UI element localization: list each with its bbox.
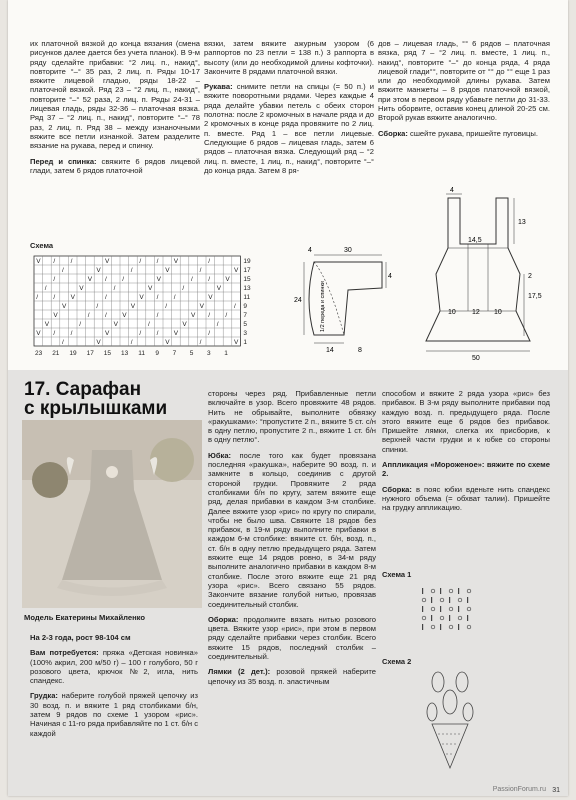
schema1-label: Схема 1 (382, 570, 412, 579)
assembly-heading-top: Сборка: (378, 128, 408, 138)
schema1-stitch (467, 589, 471, 593)
skirt-text: после того как будет провязана последняя «ракушка», наберите 90 возд. п. и замкните в кольцо, соединив с другой стороной грудки. Провяжите 2 ряда столбиками б/н по кругу, затем вяжите еще ряд, делая прибавки в каждом 3-м столбике. Далее вяжите узор «рис» по кругу по спирали, чтобы не было шва. Свяжите 18 рядов без прибавок, в 19-м ряду выполните прибавки в каждом 6-м столбике: вяжите ст. б/н, возд. п., ст. б/н в одну петлю предыдущего ряда. Затем вяжите еще 14 рядов ровно, в 34-м ряду выполните аналогично прибавки в каждом 8-м столбике. После этого вяжите еще 21 ряд узора «рис». Всего связано 55 рядов. Закончите вязание голубой нитью, провязав соединительный столбик. (208, 450, 376, 609)
magazine-page (8, 0, 568, 796)
front-back-text: свяжите 6 рядов лицевой глади, затем 6 рядов платочной (30, 156, 200, 175)
chart-row-number: 11 (243, 294, 251, 301)
chart-row-number: 17 (243, 267, 251, 274)
chart-stitch-symbol: V (36, 330, 41, 337)
dress-label-50: 50 (472, 355, 480, 362)
sleeve-label-30: 30 (344, 247, 352, 254)
chart-stitch-symbol: V (234, 267, 239, 274)
chart-stitch-symbol: / (53, 294, 56, 301)
chart-row-number: 13 (243, 285, 251, 292)
chart-stitch-symbol: / (148, 321, 150, 328)
size-line: На 2-3 года, рост 98-104 см (30, 633, 131, 642)
sleeve-label-half: 1/2 переда и спинки (320, 281, 326, 332)
dress-schematic (406, 186, 556, 366)
chart-stitch-symbol: / (130, 339, 133, 346)
schema1-stitch (467, 597, 468, 603)
chart-stitch-symbol: / (62, 339, 64, 346)
chart-stitch-symbol: / (208, 330, 211, 337)
chart-stitch-symbol: V (156, 276, 161, 283)
schema1-stitch (467, 625, 471, 629)
chart-row-number: 15 (243, 276, 251, 283)
chart-stitch-symbol: / (208, 276, 211, 283)
schema1-stitch (449, 597, 450, 603)
chart-stitch-symbol: V (62, 303, 67, 310)
schema1-stitch (449, 589, 453, 593)
chart-column-number: 9 (155, 350, 160, 357)
schema1-stitch (458, 606, 459, 612)
chart-stitch-symbol: V (225, 276, 230, 283)
sleeves-text: снимите петли на спицы (= 50 п.) и вяжите поворотными рядами. Через каждые 4 ряда делайте убавки петель с обеих сторон полотна: после 2 кромочных в начале ряда и до 2 кромочных в конце ряда провяжите по 2 лиц. п. вместе. Ряд 1 – все петли лицевые. Следующие 6 рядов – лицевая гладь, затем 6 рядов – платочная вязка. Следующий ряд – °2 лиц. п. вместе, 1 лиц. п., накид°, повторите °–° до конца ряда. Затем 8 ря- (204, 82, 375, 175)
chart-stitch-symbol: / (165, 303, 168, 310)
chart-stitch-symbol: / (122, 276, 125, 283)
schema1-stitch (422, 624, 423, 630)
schema1-stitch (422, 616, 426, 620)
schema1-stitch (440, 624, 441, 630)
schema2-label: Схема 2 (382, 657, 412, 666)
dress-label-4: 4 (450, 187, 454, 194)
page-number: 31 (552, 787, 560, 794)
chart-stitch-symbol: V (216, 285, 222, 292)
schema1-stitch (449, 607, 453, 611)
schema1-stitch (431, 625, 435, 629)
chart-stitch-symbol: / (208, 312, 211, 319)
materials-text: пряжа «Детская новинка» (100% акрил, 200 м/50 г) – 100 г голубого, 50 г розового цвета, крючок №2, игла, нить спандекс. (30, 648, 198, 686)
knitting-chart (30, 252, 270, 362)
chart-stitch-symbol: / (173, 294, 176, 301)
chart-stitch-symbol: / (139, 258, 142, 265)
chart-stitch-symbol: / (53, 276, 56, 283)
chart-stitch-symbol: V (36, 258, 41, 265)
top-column-2 (204, 39, 374, 175)
assembly-heading-bottom: Сборка: (382, 484, 412, 494)
chart-stitch-symbol: / (139, 330, 142, 337)
chart-stitch-symbol: / (130, 267, 133, 274)
chart-stitch-symbol: / (199, 339, 202, 346)
chart-stitch-symbol: / (53, 258, 56, 265)
straps-heading: Лямки (2 дет.): (208, 667, 271, 677)
schema1-stitch (431, 589, 435, 593)
schema1-stitch (449, 625, 453, 629)
schema1-stitch (440, 616, 444, 620)
chart-stitch-symbol: / (70, 258, 73, 265)
chart-stitch-symbol: V (44, 321, 50, 328)
applique-heading: Аппликация «Мороженое»: (382, 460, 485, 470)
chart-column-number: 21 (52, 350, 60, 357)
chart-stitch-symbol: / (225, 312, 228, 319)
assembly-text-bottom: в пояс юбки вденьте нить спандекс нужного объема (= обхват талии). Пришейте на грудку аппликацию. (382, 484, 550, 513)
dress-label-2: 2 (528, 273, 532, 280)
front-back-heading: Перед и спинка: (30, 156, 97, 166)
chart-column-number: 1 (224, 350, 228, 357)
chart-column-number: 17 (86, 350, 94, 357)
chart-stitch-symbol: / (87, 312, 90, 319)
model-credit: Модель Екатерины Михайленко (24, 613, 146, 622)
chart-column-number: 13 (121, 350, 129, 357)
schema1-stitch (449, 615, 450, 621)
top-column-3 (378, 39, 550, 138)
dress-photo-illustration (22, 420, 202, 608)
chart-stitch-symbol: / (36, 294, 39, 301)
chart-column-number: 23 (35, 350, 43, 357)
chart-stitch-symbol: V (182, 321, 187, 328)
chart-column-number: 7 (172, 350, 177, 357)
chart-stitch-symbol: V (87, 276, 93, 283)
yoke-text: наберите голубой пряжей цепочку из 30 возд. п. и вяжите 1 ряд столбиками б/н, затем 9 рядов по схеме 1 узором «рис». Начиная с 11-го ряда прибавляйте по 1 ст. б/н с каждой (30, 691, 198, 738)
top-col1-text: их платочной вязкой до конца вязания (смена рисунков далее дается без учета планок). В 9-м ряду сделайте прибавки: °2 лиц. п., накид°, повторите °–° 35 раз, 2 лиц. п. Ряды 10-17 вяжите лицевой гладью, ряды 18-22 – платочной вязкой. Ряд 23 – °2 лиц. п., накид°, повторите °–° 52 раза, 2 лиц. п. Ряды 24-31 – лицевая гладь, ряды 32-36 – платочная вязка. Ряд 37 – °2 лиц. п., накид°, повторите °–° 78 раз, 2 лиц. п. Ряд 38 – между изнаночными вяжите все петли изнанкой. Затем разделите вязание на рукава, перед и спинку. (30, 39, 200, 151)
chart-stitch-symbol: V (113, 321, 118, 328)
chart-stitch-symbol: / (156, 294, 159, 301)
dress-label-14-5: 14,5 (468, 237, 482, 244)
schema-label: Схема (30, 241, 54, 250)
bottom-column-2 (208, 389, 376, 686)
chart-row-number: 5 (243, 321, 248, 328)
chart-stitch-symbol: / (79, 321, 82, 328)
schema1-stitch (467, 615, 468, 621)
top-col3-text: дов – лицевая гладь, °° 6 рядов – платочная вязка, ряд 7 – °2 лиц. п. вместе, 1 лиц. п., накид°, повторите °–° до конца ряда, 4 ряда лицевой глади°°, повторите от °° до °° еще 1 раз или до необходимой длины рукава. Затем вяжите манжеты – 8 рядов платочной вязкой, при этом в первом ряду убавьте петли до 31-33. Нить оборвите, оставив конец длиной 20-25 см. Второй рукав вяжите аналогично. (378, 39, 550, 123)
sleeve-label-top-4: 4 (308, 247, 312, 254)
schema2-diagram (420, 668, 480, 780)
chart-stitch-symbol: / (199, 267, 202, 274)
chart-stitch-symbol: / (208, 258, 211, 265)
chart-column-number: 5 (189, 350, 194, 357)
chart-row-number: 3 (243, 330, 248, 337)
schema1-stitch (422, 606, 423, 612)
chart-stitch-symbol: V (79, 285, 84, 292)
chart-stitch-symbol: V (199, 303, 204, 310)
project-title-line2: с крылышками (24, 398, 168, 419)
chart-stitch-symbol: V (139, 294, 144, 301)
schema1-stitch (458, 598, 462, 602)
chart-row-number: 7 (243, 312, 248, 319)
chart-stitch-symbol: V (53, 312, 58, 319)
chart-stitch-symbol: V (70, 294, 75, 301)
chart-stitch-symbol: / (53, 330, 56, 337)
chart-stitch-symbol: V (165, 267, 170, 274)
schema1-stitch (422, 598, 426, 602)
chart-stitch-symbol: / (182, 285, 185, 292)
chart-stitch-symbol: / (44, 285, 47, 292)
chart-stitch-symbol: / (105, 276, 107, 283)
schema1-stitch (458, 624, 459, 630)
chart-stitch-symbol: V (173, 258, 179, 265)
chart-stitch-symbol: V (191, 312, 196, 319)
chart-stitch-symbol: V (148, 285, 153, 292)
schema1-stitch (458, 588, 459, 594)
chart-stitch-symbol: / (96, 303, 99, 310)
chart-stitch-symbol: / (156, 258, 159, 265)
chart-stitch-symbol: / (216, 321, 219, 328)
schema1-stitch (431, 607, 435, 611)
bottom-col3-text: способом и вяжите 2 ряда узора «рис» без прибавок. В 3-м ряду выполните прибавки под каждую возд. п. предыдущего ряда. После этого вяжите еще 6 рядов без прибавок. Пришейте лямки, слегка их присборив, к верхней части грудки и к юбке со стороны спинки. (382, 389, 550, 454)
chart-stitch-symbol: / (156, 312, 159, 319)
chart-stitch-symbol: V (105, 258, 110, 265)
schema1-stitch (440, 598, 444, 602)
chart-column-number: 15 (103, 350, 112, 357)
dress-label-17-5: 17,5 (528, 293, 542, 300)
chart-stitch-symbol: V (122, 312, 127, 319)
chart-stitch-symbol: / (62, 267, 64, 274)
chart-column-number: 3 (207, 350, 211, 357)
chart-column-number: 19 (69, 350, 77, 357)
yoke-heading: Грудка: (30, 691, 58, 701)
chart-stitch-symbol: V (130, 303, 136, 310)
bottom-column-3 (382, 389, 550, 513)
dress-label-13: 13 (518, 219, 526, 226)
applique-text: вяжите по схеме 2. (382, 460, 551, 479)
assembly-text-top: сшейте рукава, пришейте пуговицы. (407, 128, 538, 138)
schema1-diagram (418, 585, 478, 635)
schema1-stitch (467, 607, 471, 611)
skirt-heading: Юбка: (208, 450, 232, 460)
sleeve-schematic (274, 240, 392, 365)
dress-label-12: 12 (472, 309, 480, 316)
chart-row-number: 1 (243, 339, 248, 346)
chart-stitch-symbol: V (96, 339, 101, 346)
chart-stitch-symbol: / (234, 303, 236, 310)
schema1-stitch (431, 597, 432, 603)
edging-heading: Оборка: (208, 614, 239, 624)
sleeve-label-side-4: 4 (388, 273, 392, 280)
chart-row-number: 9 (243, 303, 248, 310)
chart-stitch-symbol: / (70, 330, 73, 337)
top-col2-text: вязки, затем вяжите ажурным узором (6 раппортов по 23 петли = 138 п.) 3 раппорта в высоту (или до необходимой длины кофточки). Закончите 8 рядами платочной вязки. (204, 39, 374, 76)
dress-photo (22, 420, 202, 608)
chart-stitch-symbol: / (105, 312, 107, 319)
schema1-stitch (440, 606, 441, 612)
sleeve-label-24: 24 (294, 297, 302, 304)
edging-text: продолжите вязать нитью розового цвета. Вяжите узор «рис», при этом в первом ряду сделайте прибавки через столбик. Всего вяжите 15 рядов, последний столбик – соединительный. (208, 614, 376, 662)
bottom-col2-text: стороны через ряд. Прибавленные петли включайте в узор. Всего провяжите 48 рядов. Нить не обрывайте, выполните обвязку «ракушками»: °пропустите 2 п., вяжите 5 ст. с/н в одну петлю, пропустите 2 п., вяжите 1 ст. б/н в одну петлю°. (208, 389, 376, 445)
chart-column-number: 11 (138, 350, 145, 357)
schema1-stitch (458, 616, 462, 620)
bottom-column-1 (30, 633, 198, 738)
project-title (24, 380, 167, 418)
chart-stitch-symbol: / (105, 294, 107, 301)
schema1-stitch (440, 588, 441, 594)
chart-stitch-symbol: V (96, 267, 101, 274)
materials-heading: Вам потребуется: (30, 648, 99, 658)
chart-stitch-symbol: V (105, 330, 110, 337)
schema1-stitch (422, 588, 423, 594)
straps-text: розовой пряжей наберите цепочку из 35 возд. п. эластичным (208, 667, 376, 686)
chart-stitch-symbol: / (113, 285, 116, 292)
schema1-stitch (431, 615, 432, 621)
chart-stitch-symbol: V (165, 339, 170, 346)
chart-stitch-symbol: V (173, 330, 179, 337)
chart-row-number: 19 (243, 258, 251, 265)
dress-label-10-right: 10 (494, 309, 502, 316)
chart-stitch-symbol: / (191, 276, 193, 283)
chart-stitch-symbol: V (208, 294, 213, 301)
site-watermark: PassionForum.ru (492, 786, 546, 793)
top-column-1 (30, 39, 200, 175)
sleeves-heading: Рукава: (204, 82, 233, 92)
project-title-line1: 17. Сарафан (24, 379, 142, 400)
chart-stitch-symbol: / (156, 330, 159, 337)
sleeve-label-14: 14 (326, 347, 334, 354)
sleeve-label-8: 8 (358, 347, 362, 354)
dress-label-10-left: 10 (448, 309, 456, 316)
chart-stitch-symbol: V (234, 339, 239, 346)
